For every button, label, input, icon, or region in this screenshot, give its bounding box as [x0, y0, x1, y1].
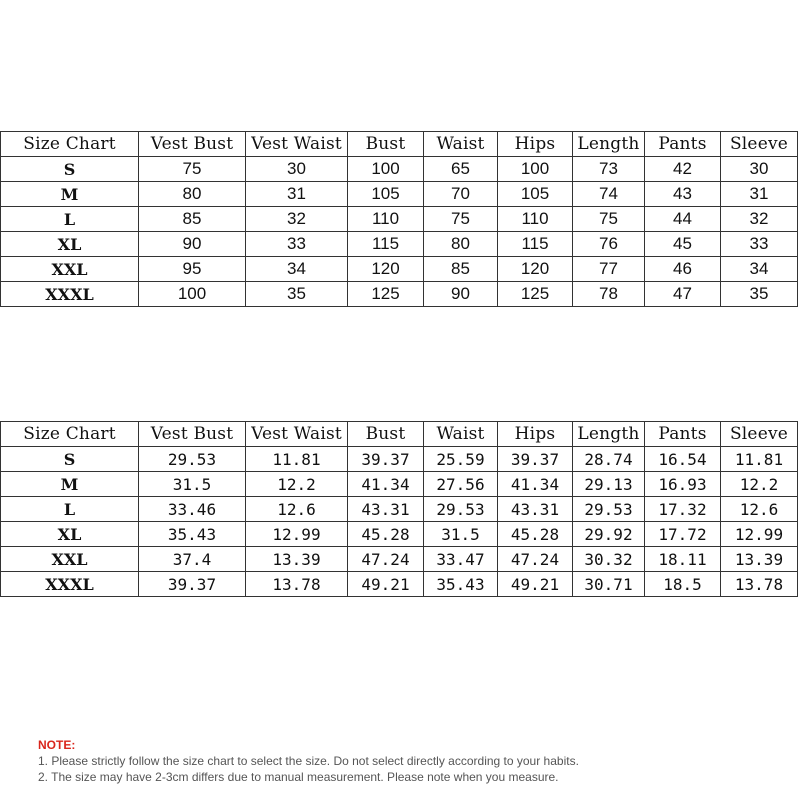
measurement-cell: 29.53 [139, 447, 246, 472]
measurement-cell: 100 [348, 157, 424, 182]
measurement-cell: 32 [246, 207, 348, 232]
measurement-cell: 78 [573, 282, 645, 307]
measurement-cell: 16.54 [645, 447, 721, 472]
measurement-cell: 18.11 [645, 547, 721, 572]
measurement-cell: 30.71 [573, 572, 645, 597]
column-header: Vest Bust [139, 422, 246, 447]
measurement-cell: 12.6 [246, 497, 348, 522]
table-body [1, 132, 798, 307]
column-header: Bust [348, 422, 424, 447]
measurement-cell: 70 [424, 182, 498, 207]
measurement-cell: 125 [348, 282, 424, 307]
measurement-cell: 12.6 [721, 497, 798, 522]
size-label-cell: S [1, 447, 139, 472]
measurement-cell: 65 [424, 157, 498, 182]
measurement-cell: 17.32 [645, 497, 721, 522]
table-row [1, 522, 798, 547]
measurement-cell: 27.56 [424, 472, 498, 497]
measurement-cell: 49.21 [498, 572, 573, 597]
measurement-cell: 13.39 [721, 547, 798, 572]
table-row [1, 182, 798, 207]
measurement-cell: 105 [498, 182, 573, 207]
size-label-cell: XL [1, 522, 139, 547]
table-body [1, 422, 798, 597]
measurement-cell: 41.34 [498, 472, 573, 497]
measurement-cell: 39.37 [139, 572, 246, 597]
measurement-cell: 47.24 [498, 547, 573, 572]
size-chart-table-cm [0, 131, 798, 307]
measurement-cell: 11.81 [721, 447, 798, 472]
measurement-cell: 85 [424, 257, 498, 282]
measurement-cell: 115 [498, 232, 573, 257]
measurement-cell: 120 [348, 257, 424, 282]
measurement-cell: 35 [721, 282, 798, 307]
measurement-cell: 43.31 [348, 497, 424, 522]
measurement-cell: 77 [573, 257, 645, 282]
measurement-cell: 43 [645, 182, 721, 207]
table-row [1, 472, 798, 497]
table-row [1, 572, 798, 597]
measurement-cell: 33 [721, 232, 798, 257]
measurement-cell: 13.39 [246, 547, 348, 572]
measurement-cell: 13.78 [721, 572, 798, 597]
column-header: Bust [348, 132, 424, 157]
measurement-cell: 100 [498, 157, 573, 182]
measurement-cell: 31 [721, 182, 798, 207]
measurement-cell: 25.59 [424, 447, 498, 472]
table-row [1, 257, 798, 282]
column-header: Pants [645, 132, 721, 157]
measurement-cell: 95 [139, 257, 246, 282]
column-header: Waist [424, 132, 498, 157]
measurement-cell: 75 [573, 207, 645, 232]
note-section [38, 737, 579, 785]
measurement-cell: 35.43 [139, 522, 246, 547]
column-header: Pants [645, 422, 721, 447]
measurement-cell: 11.81 [246, 447, 348, 472]
measurement-cell: 110 [498, 207, 573, 232]
measurement-cell: 33 [246, 232, 348, 257]
measurement-cell: 45 [645, 232, 721, 257]
measurement-cell: 28.74 [573, 447, 645, 472]
table-row [1, 447, 798, 472]
measurement-cell: 34 [721, 257, 798, 282]
measurement-cell: 37.4 [139, 547, 246, 572]
table-row [1, 207, 798, 232]
measurement-cell: 47 [645, 282, 721, 307]
measurement-cell: 75 [424, 207, 498, 232]
table-row [1, 232, 798, 257]
column-header: Hips [498, 422, 573, 447]
measurement-cell: 125 [498, 282, 573, 307]
size-label-cell: XXXL [1, 282, 139, 307]
measurement-cell: 31.5 [139, 472, 246, 497]
size-label-cell: L [1, 207, 139, 232]
size-label-cell: XXL [1, 547, 139, 572]
measurement-cell: 17.72 [645, 522, 721, 547]
column-header: Hips [498, 132, 573, 157]
measurement-cell: 35 [246, 282, 348, 307]
column-header: Length [573, 132, 645, 157]
measurement-cell: 32 [721, 207, 798, 232]
measurement-cell: 45.28 [348, 522, 424, 547]
measurement-cell: 33.47 [424, 547, 498, 572]
measurement-cell: 76 [573, 232, 645, 257]
measurement-cell: 41.34 [348, 472, 424, 497]
measurement-cell: 46 [645, 257, 721, 282]
table-header-row [1, 132, 798, 157]
table-row [1, 497, 798, 522]
measurement-cell: 49.21 [348, 572, 424, 597]
measurement-cell: 30 [246, 157, 348, 182]
column-header: Vest Bust [139, 132, 246, 157]
column-header: Length [573, 422, 645, 447]
measurement-cell: 29.13 [573, 472, 645, 497]
measurement-cell: 30.32 [573, 547, 645, 572]
measurement-cell: 39.37 [348, 447, 424, 472]
measurement-cell: 85 [139, 207, 246, 232]
measurement-cell: 47.24 [348, 547, 424, 572]
measurement-cell: 29.53 [573, 497, 645, 522]
measurement-cell: 29.53 [424, 497, 498, 522]
size-label-cell: XXXL [1, 572, 139, 597]
measurement-cell: 34 [246, 257, 348, 282]
column-header: Sleeve [721, 422, 798, 447]
size-label-cell: L [1, 497, 139, 522]
table-header-row [1, 422, 798, 447]
column-header: Size Chart [1, 132, 139, 157]
column-header: Size Chart [1, 422, 139, 447]
size-label-cell: S [1, 157, 139, 182]
measurement-cell: 74 [573, 182, 645, 207]
column-header: Vest Waist [246, 422, 348, 447]
table-row [1, 157, 798, 182]
measurement-cell: 75 [139, 157, 246, 182]
measurement-cell: 42 [645, 157, 721, 182]
measurement-cell: 12.2 [721, 472, 798, 497]
measurement-cell: 45.28 [498, 522, 573, 547]
measurement-cell: 110 [348, 207, 424, 232]
size-label-cell: M [1, 472, 139, 497]
column-header: Waist [424, 422, 498, 447]
measurement-cell: 90 [424, 282, 498, 307]
table-row [1, 547, 798, 572]
measurement-cell: 80 [424, 232, 498, 257]
measurement-cell: 73 [573, 157, 645, 182]
measurement-cell: 105 [348, 182, 424, 207]
measurement-cell: 100 [139, 282, 246, 307]
measurement-cell: 12.2 [246, 472, 348, 497]
measurement-cell: 30 [721, 157, 798, 182]
measurement-cell: 12.99 [721, 522, 798, 547]
measurement-cell: 29.92 [573, 522, 645, 547]
measurement-cell: 120 [498, 257, 573, 282]
size-label-cell: XL [1, 232, 139, 257]
table-row [1, 282, 798, 307]
note-line-1: 1. Please strictly follow the size chart to select the size. Do not select directly according to your habits. [38, 754, 579, 768]
size-label-cell: XXL [1, 257, 139, 282]
measurement-cell: 44 [645, 207, 721, 232]
measurement-cell: 43.31 [498, 497, 573, 522]
measurement-cell: 90 [139, 232, 246, 257]
size-chart-table-inch [0, 421, 798, 597]
measurement-cell: 31 [246, 182, 348, 207]
measurement-cell: 80 [139, 182, 246, 207]
column-header: Sleeve [721, 132, 798, 157]
column-header: Vest Waist [246, 132, 348, 157]
measurement-cell: 115 [348, 232, 424, 257]
measurement-cell: 35.43 [424, 572, 498, 597]
measurement-cell: 39.37 [498, 447, 573, 472]
measurement-cell: 18.5 [645, 572, 721, 597]
measurement-cell: 13.78 [246, 572, 348, 597]
measurement-cell: 12.99 [246, 522, 348, 547]
measurement-cell: 16.93 [645, 472, 721, 497]
measurement-cell: 31.5 [424, 522, 498, 547]
measurement-cell: 33.46 [139, 497, 246, 522]
note-line-2: 2. The size may have 2-3cm differs due to manual measurement. Please note when you measure. [38, 770, 559, 784]
size-label-cell: M [1, 182, 139, 207]
note-title: NOTE: [38, 738, 76, 752]
